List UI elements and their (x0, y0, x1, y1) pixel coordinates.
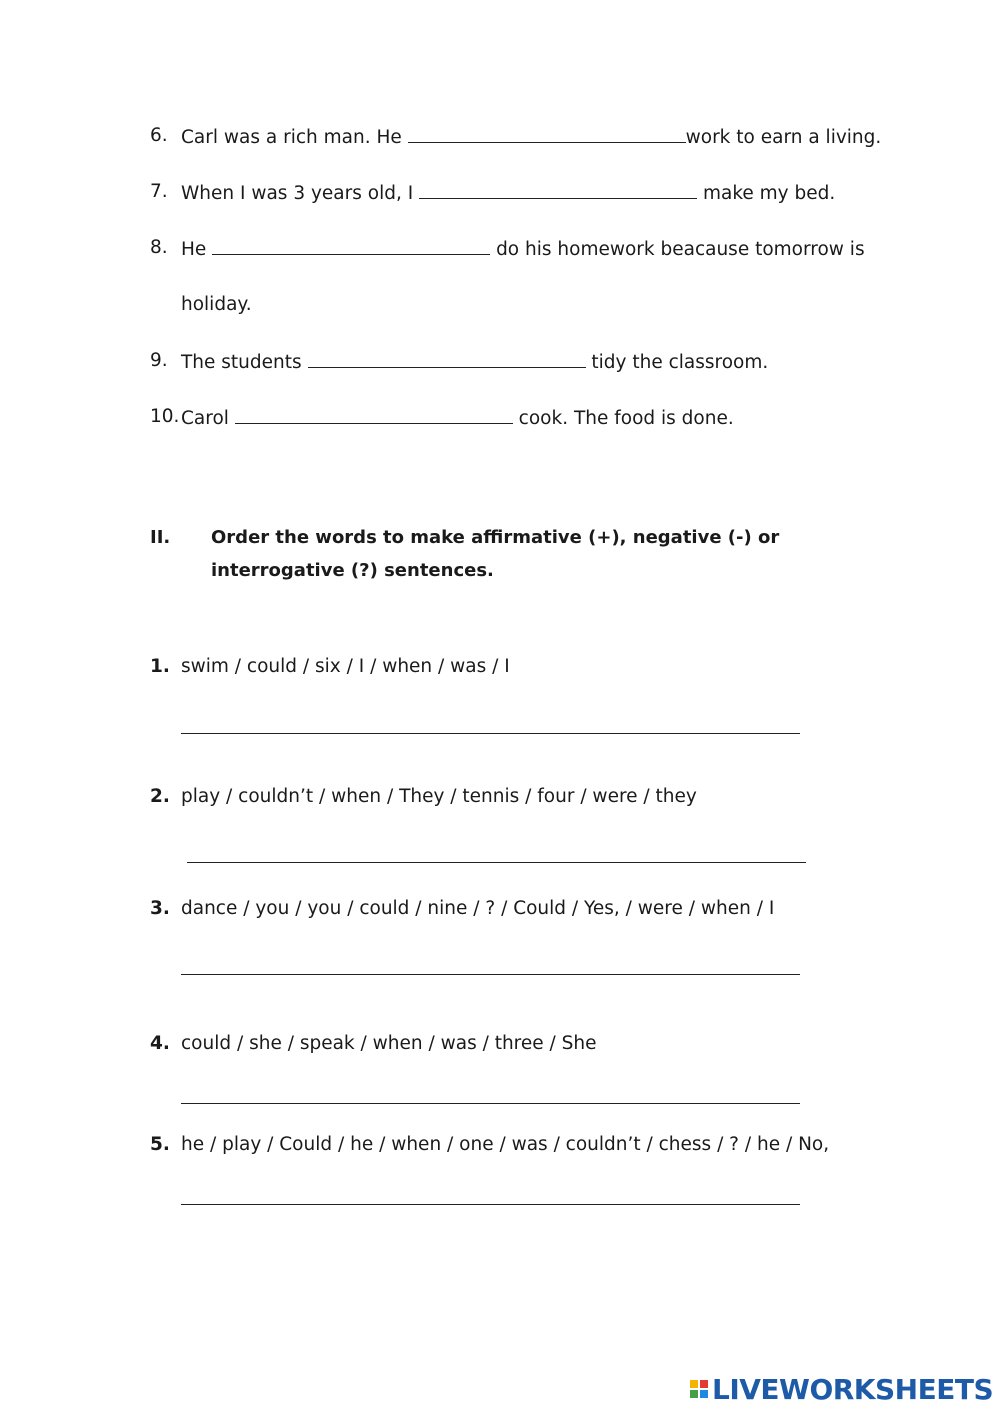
answer-blank[interactable] (235, 405, 513, 424)
section-instruction-line-2: interrogative (?) sentences. (211, 560, 494, 581)
question-text-after: do his homework beacause tomorrow is (490, 239, 865, 260)
word-list: play / couldn’t / when / They / tennis / four / were / they (181, 786, 697, 807)
question-text-after: make my bed. (697, 183, 836, 204)
question-number: 9. (150, 350, 168, 371)
question-text-before: Carol (181, 408, 235, 429)
word-list: he / play / Could / he / when / one / was / couldn’t / chess / ? / he / No, (181, 1134, 830, 1155)
answer-line-1[interactable] (181, 711, 800, 734)
question-number: 5. (150, 1134, 170, 1155)
answer-blank[interactable] (212, 236, 490, 255)
question-number: 8. (150, 237, 168, 258)
question-number: 4. (150, 1033, 170, 1054)
answer-input-4[interactable] (181, 1081, 800, 1103)
question-number: 2. (150, 786, 170, 807)
question-text-before: Carl was a rich man. He (181, 127, 408, 148)
answer-blank[interactable] (308, 349, 586, 368)
question-text-after: work to earn a living. (685, 127, 882, 148)
question-text-before: He (181, 239, 213, 260)
word-list: could / she / speak / when / was / three / She (181, 1033, 597, 1054)
question-text-before: When I was 3 years old, I (181, 183, 420, 204)
answer-input-2[interactable] (187, 840, 806, 862)
brand-name: LIVEWORKSHEETS (712, 1372, 994, 1406)
answer-input-5[interactable] (181, 1182, 800, 1204)
question-number: 7. (150, 181, 168, 202)
answer-blank[interactable] (408, 124, 686, 143)
liveworksheets-logo (690, 1373, 993, 1405)
question-text-after: cook. The food is done. (512, 408, 734, 429)
question-text-continuation: holiday. (181, 294, 252, 315)
answer-line-3[interactable] (181, 952, 800, 975)
question-number: 10. (150, 406, 180, 427)
question-number: 1. (150, 656, 170, 677)
answer-input-1[interactable] (181, 711, 800, 733)
question-number: 6. (150, 125, 168, 146)
answer-line-4[interactable] (181, 1081, 800, 1104)
answer-line-2[interactable] (187, 840, 806, 863)
section-numeral: II. (150, 527, 171, 548)
logo-blocks-icon (690, 1380, 708, 1398)
question-number: 3. (150, 898, 170, 919)
word-list: dance / you / you / could / nine / ? / Could / Yes, / were / when / I (181, 898, 775, 919)
answer-line-5[interactable] (181, 1182, 800, 1205)
answer-blank[interactable] (419, 180, 697, 199)
question-text-after: tidy the classroom. (585, 352, 769, 373)
word-list: swim / could / six / I / when / was / I (181, 656, 510, 677)
question-text-before: The students (181, 352, 308, 373)
section-instruction-line-1: Order the words to make affirmative (+), negative (-) or (211, 527, 780, 548)
answer-input-3[interactable] (181, 952, 800, 974)
